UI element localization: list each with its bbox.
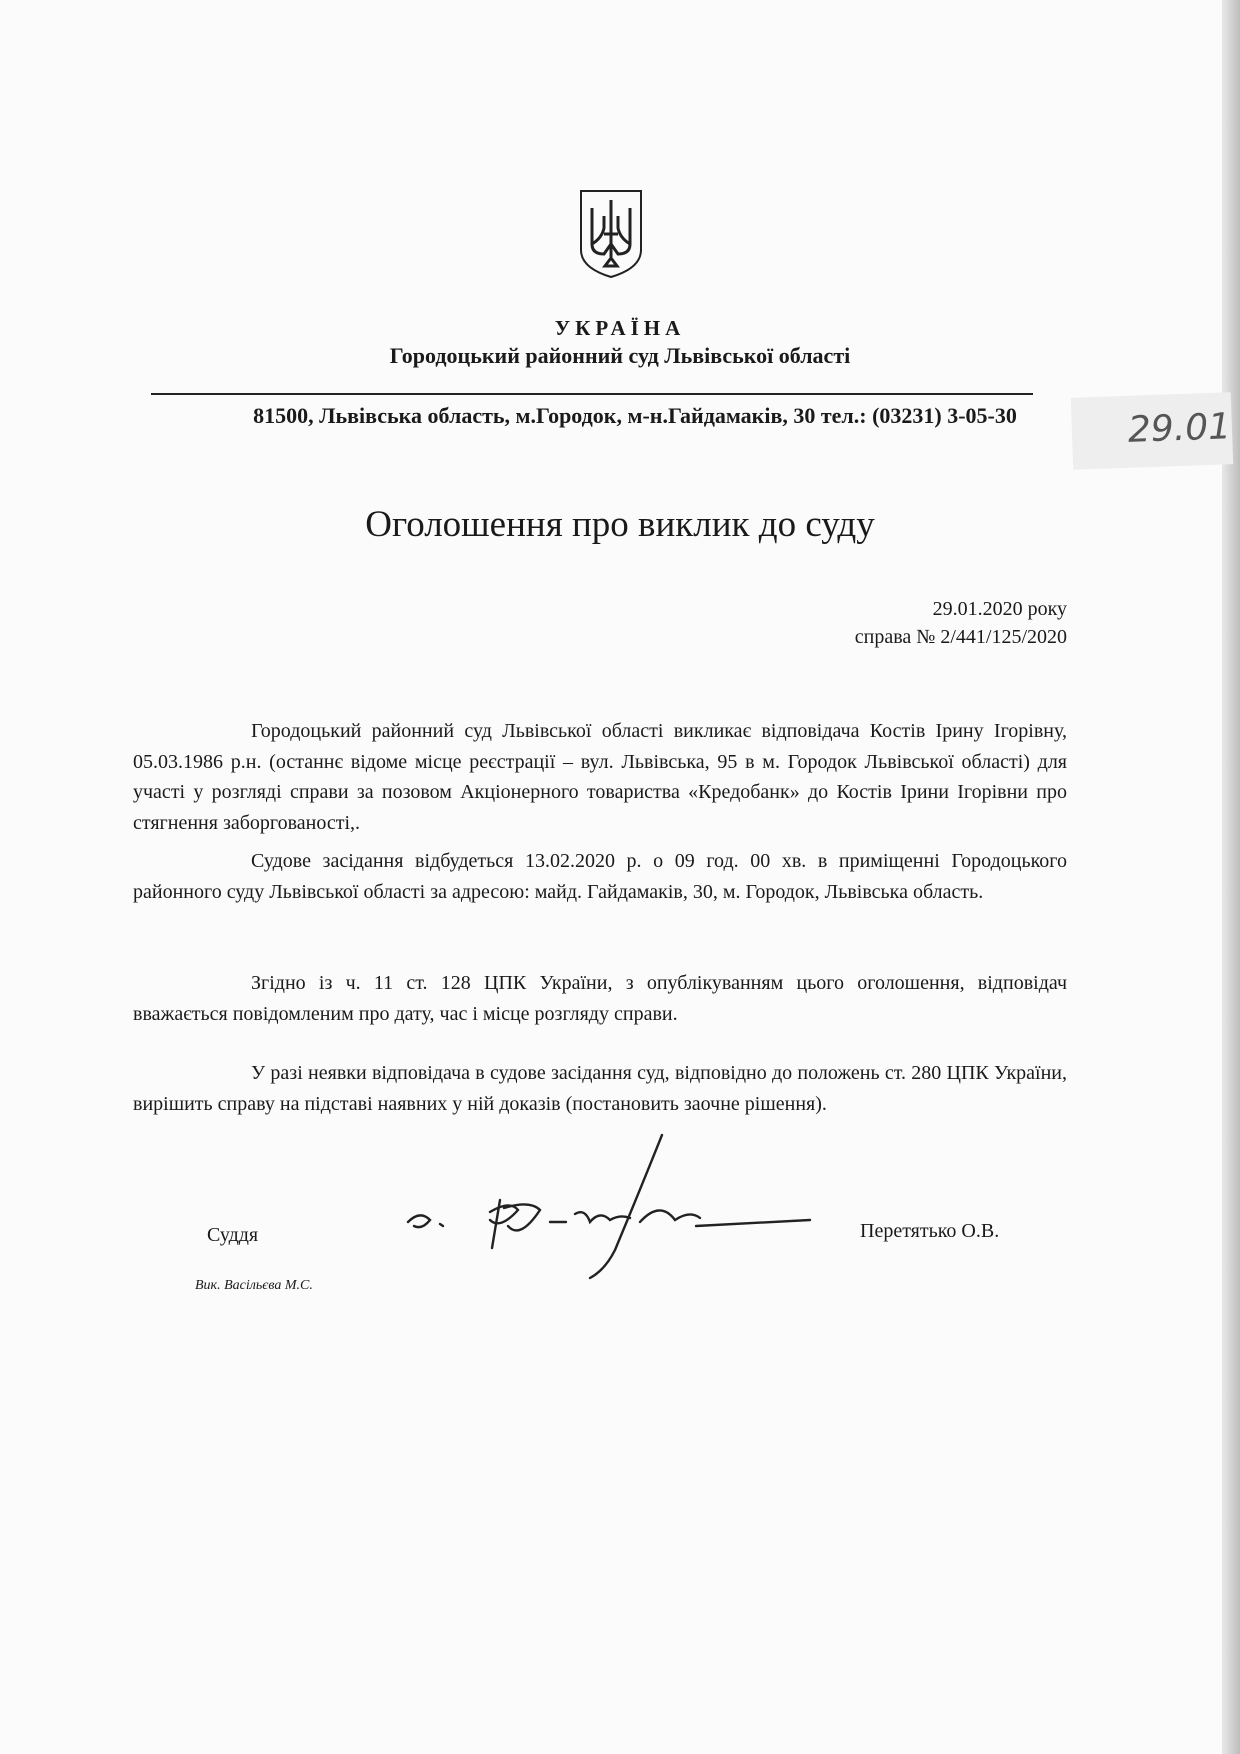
paragraph-hearing [133, 846, 1067, 907]
judge-role: Суддя [207, 1224, 259, 1246]
header-divider [151, 393, 1033, 395]
court-address: 81500, Львівська область, м.Городок, м-н.Гайдамаків, 30 тел.: (03231) 3-05-30 [253, 403, 1017, 428]
paragraph-notice [133, 968, 1067, 1029]
paragraph-text: У разі неявки відповідача в судове засідання суд, відповідно до положень ст. 280 ЦПК України, вирішить справу на підставі наявних у ній доказів (постановить заочне рішення). [133, 1062, 1067, 1115]
paragraph-text: Судове засідання відбудеться 13.02.2020 р. о 09 год. 00 хв. в приміщенні Городоцького районного суду Львівської області за адресою: майд. Гайдамаків, 30, м. Городок, Львівська область. [133, 850, 1067, 903]
handwritten-signature [400, 1130, 830, 1290]
paragraph-text: Городоцький районний суд Львівської області викликає відповідача Костів Ірину Ігорівну, 05.03.1986 р.н. (останнє відоме місце реєстрації – вул. Львівська, 95 в м. Городок Львівської області) для участі у розгляді справи за позовом Акціонерного товариства «Кредобанк» до Костів Ірини Ігорівни про стягнення заборгованості,. [133, 720, 1067, 834]
coat-of-arms-icon [578, 188, 644, 280]
judge-name: Перетятько О.В. [860, 1220, 1000, 1242]
case-number: справа № 2/441/125/2020 [854, 626, 1067, 648]
paragraph-summons [133, 716, 1067, 838]
executor-name: Вик. Васільєва М.С. [195, 1278, 313, 1293]
stamp-note-text: 29.01 [1127, 406, 1232, 451]
court-name: Городоцький районний суд Львівської області [389, 343, 851, 368]
document-title: Оголошення про виклик до суду [365, 504, 875, 545]
handwritten-stamp-note [1071, 392, 1233, 470]
document-date: 29.01.2020 року [932, 598, 1067, 620]
country-heading: УКРАЇНА [554, 316, 686, 340]
scan-page-edge [1222, 0, 1240, 1754]
paragraph-default [133, 1058, 1067, 1119]
paragraph-text: Згідно із ч. 11 ст. 128 ЦПК України, з опублікуванням цього оголошення, відповідач вважається повідомленим про дату, час і місце розгляду справи. [133, 972, 1067, 1025]
